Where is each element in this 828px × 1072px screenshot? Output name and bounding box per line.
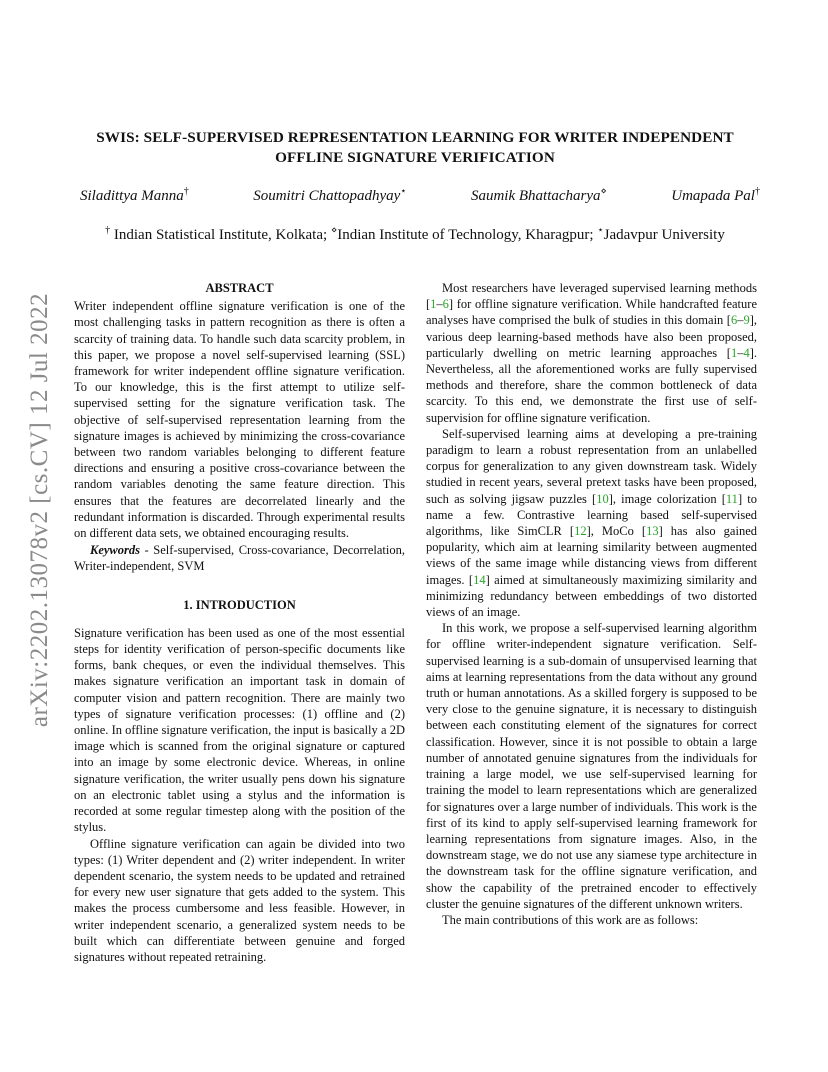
- citation-link[interactable]: 14: [473, 572, 486, 587]
- citation-link[interactable]: 6: [442, 297, 449, 312]
- left-column: [74, 280, 405, 965]
- author: Soumitri Chattopadhyay⋆: [253, 186, 407, 204]
- right-paragraph-3: In this work, we propose a self-supervised learning algorithm for offline writer-independent signature verification. Self-supervised learning is a sub-domain of unsupervised learning that aims at learning representations from the data without any ground truth or human annotations. As a skilled forgery is supposed to be very close to the genuine signature, it is necessary to distinguish between each constituting element of the signatures for correct classification. However, since it is not possible to obtain a large number of annotated genuine signatures from the individuals for training a large model, we use self-supervised learning for training the model to learn representations which are generalized for signatures over a large number of individuals. This work is the first of its kind to apply self-supervised learning framework for learning representations from signature images. Also, in the downstream stage, we do not use any siamese type architecture in the downstream task for the offline signature verification, and show the capability of the pretrained encoder to effectively cluster the genuine signatures of the different unknown writers.: [426, 621, 757, 911]
- author: Saumik Bhattacharya⋄: [470, 186, 607, 204]
- abstract-heading: ABSTRACT: [205, 281, 274, 295]
- intro-paragraph-2: Offline signature verification can again be divided into two types: (1) Writer dependent and (2) writer independent. In writer dependent scenario, the system needs to be updated and retrained for every new user signature that gets added to the system. This makes the process cumbersome and less feasible. However, in writer independent scenario, a generalized system needs to be built which can differentiate between genuine and forged signatures without repeated retraining.: [74, 836, 405, 964]
- citation-link[interactable]: 11: [725, 491, 738, 506]
- citation-link[interactable]: 6: [730, 313, 738, 328]
- author: Siladittya Manna†: [80, 186, 189, 204]
- right-paragraph-4: The main contributions of this work are as follows:: [442, 912, 699, 927]
- abstract-text: Writer independent offline signature verification is one of the most challenging tasks in pattern recognition as there is often a scarcity of training data. To handle such data scarcity problem, in this paper, we propose a novel self-supervised learning (SSL) framework for writer independent offline signature verification. To our knowledge, this is the first attempt to utilize self-supervised setting for the signature verification task. The objective of self-supervised representation learning from the signature images is achieved by minimizing the cross-covariance between two random variables belonging to different feature directions and ensuring a positive cross-covariance between the random variables denoting the same feature direction. This ensures that the features are decorrelated linearly and the redundant information is discarded. Through experimental results on different data sets, we obtained encouraging results.: [74, 299, 405, 541]
- citation-link[interactable]: 10: [596, 491, 609, 506]
- arxiv-identifier-stamp: [20, 292, 60, 728]
- section-heading-introduction: 1. INTRODUCTION: [183, 597, 296, 612]
- intro-paragraph-1: Signature verification has been used as one of the most essential steps for identity verification of person-specific documents like forms, bank cheques, or even the individual themselves. This makes signature verification an important task in domain of computer vision and pattern recognition. There are mainly two types of signature verification processes: (1) offline and (2) online. In offline signature verification, the input is basically a 2D image which is scanned from the original signature or captured into an image by some electronic device. Whereas, in online signature verification, the writer usually pens down his signature on an electronic tablet using a stylus and the information is recorded at some regular timestep along with the position of the stylus.: [74, 625, 405, 835]
- citation-link[interactable]: 9: [743, 313, 750, 328]
- affiliations: † Indian Statistical Institute, Kolkata; ⋄Indian Institute of Technology, Kharagpur; ⋆Jadavpur University: [105, 225, 725, 243]
- arxiv-id-text: arXiv:2202.13078v2 [cs.CV] 12 Jul 2022: [26, 292, 53, 728]
- paper-title: SWIS: SELF-SUPERVISED REPRESENTATION LEARNING FOR WRITER INDEPENDENT OFFLINE SIGNATURE VERIFICATION: [96, 129, 734, 166]
- right-paragraph-2: Self-supervised learning aims at developing a pre-training paradigm to learn a robust representation from an unlabelled corpus for generalization to any given downstream task. Widely studied in recent years, several pretext tasks have been proposed, such as solving jigsaw puzzles [10], image colorization [11] to name a few. Contrastive learning based self-supervised algorithms, like SimCLR [12], MoCo [13] has also gained popularity, which aim at learning similarity between augmented views of the same image while distancing views from different images. [14] aimed at simultaneously maximizing similarity and minimizing redundancy between embeddings of two distorted views of an image.: [426, 426, 758, 620]
- right-paragraph-1: Most researchers have leveraged supervised learning methods [1–6] for offline signature verification. While handcrafted feature analyses have comprised the bulk of studies in this domain [6–9], various deep learning-based methods have also been proposed, particularly dwelling on metric learning approaches [1–4]. Nevertheless, all the aforementioned works are fully supervised methods and therefore, share the common bottleneck of data scarcity. To this end, we demonstrate the first use of self-supervision for offline signature verification.: [426, 281, 757, 425]
- author-list: [80, 186, 760, 205]
- citation-link[interactable]: 1: [730, 345, 738, 360]
- right-column: [426, 280, 757, 928]
- citation-link[interactable]: 1: [430, 297, 437, 312]
- citation-link[interactable]: 13: [646, 524, 659, 539]
- keywords: Keywords - Self-supervised, Cross-covariance, Decorrelation, Writer-independent, SVM: [74, 543, 405, 574]
- citation-link[interactable]: 4: [743, 345, 750, 360]
- citation-link[interactable]: 12: [574, 524, 587, 539]
- author: Umapada Pal†: [671, 186, 760, 204]
